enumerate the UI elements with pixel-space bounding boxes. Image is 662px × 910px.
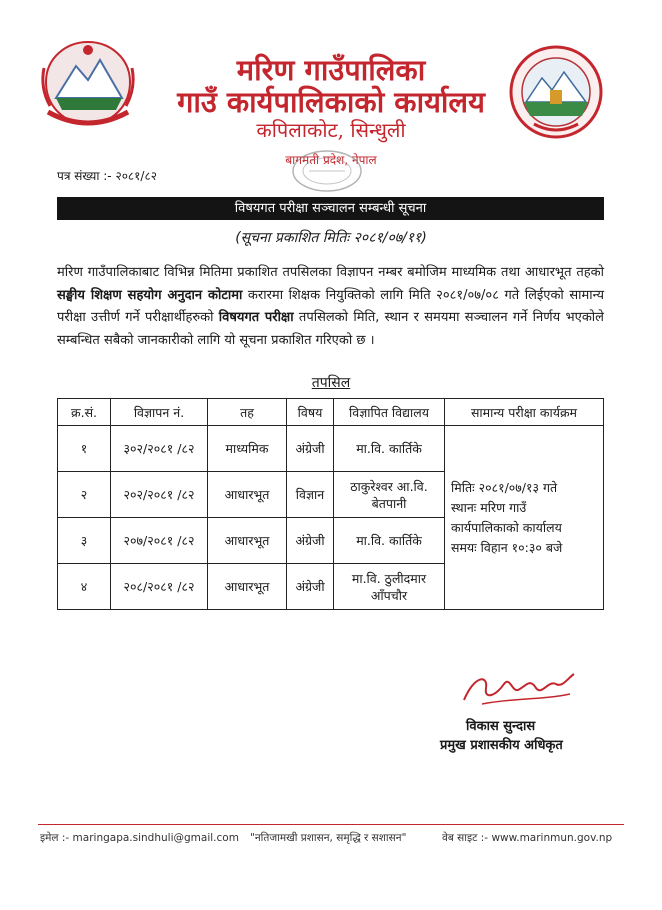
col-sn: क्र.सं. xyxy=(58,399,111,426)
cell-adv-no: २०७/२०८१ /८२ xyxy=(111,518,208,564)
notice-title-banner: विषयगत परीक्षा सञ्चालन सम्बन्धी सूचना xyxy=(57,197,604,220)
cell-sn: २ xyxy=(58,472,111,518)
notice-body-text-1: मरिण गाउँपालिकाबाट विभिन्न मितिमा प्रकाशित तपसिलका विज्ञापन नम्बर बमोजिम माध्यमिक तथा आधारभूत तहको xyxy=(57,265,604,280)
cell-sn: १ xyxy=(58,426,111,472)
footer-divider xyxy=(38,824,624,825)
cell-subject: अंग्रेजी xyxy=(287,518,334,564)
program-place: स्थानः मरिण गाउँ कार्यपालिकाको कार्यालय xyxy=(451,499,562,535)
reference-number: पत्र संख्या :- २०८१/८२ xyxy=(57,169,157,183)
schedule-table xyxy=(57,398,604,610)
program-time: समयः विहान १०:३० बजे xyxy=(451,539,563,555)
published-date: (सूचना प्रकाशित मितिः २०८१/०७/११) xyxy=(235,230,427,246)
cell-subject: अंग्रेजी xyxy=(287,564,334,610)
cell-school: मा.वि. ठुलीदमार आँपचौर xyxy=(334,564,445,610)
footer-website: वेब साइट :- www.marinmun.gov.np xyxy=(442,832,613,844)
footer-motto: "नतिजामखी प्रशासन, समृद्धि र सशासन" xyxy=(250,832,407,844)
cell-adv-no: २०८/२०८१ /८२ xyxy=(111,564,208,610)
cell-level: आधारभूत xyxy=(208,472,287,518)
col-school: विज्ञापित विद्यालय xyxy=(334,399,445,426)
schedule-heading: तपसिल xyxy=(311,375,351,391)
office-name: गाउँ कार्यपालिकाको कार्यालय xyxy=(177,85,485,119)
notice-body xyxy=(57,262,604,352)
col-adv-no: विज्ञापन नं. xyxy=(111,399,208,426)
office-stamp-icon xyxy=(287,148,367,194)
cell-subject: अंग्रेजी xyxy=(287,426,334,472)
cell-school: मा.वि. कार्तिके xyxy=(334,426,445,472)
signatory-title: प्रमुख प्रशासकीय अधिकृत xyxy=(440,738,563,753)
program-date: मितिः २०८१/०७/१३ गते xyxy=(451,479,558,495)
col-level: तह xyxy=(208,399,287,426)
cell-adv-no: २०२/२०८१ /८२ xyxy=(111,472,208,518)
notice-body-text-2: करारमा शिक्षक नियुक्तिको लागि मिति २०८१/०७/०८ गते लिईएको सामान्य परीक्षा उत्तीर्ण गर्ने परीक्षार्थीहरुको xyxy=(57,287,604,325)
col-program: सामान्य परीक्षा कार्यक्रम xyxy=(445,399,604,426)
municipality-name: मरिण गाउँपालिका xyxy=(236,53,426,87)
table-header-row xyxy=(58,399,604,426)
cell-level: आधारभूत xyxy=(208,564,287,610)
cell-school: मा.वि. कार्तिके xyxy=(334,518,445,564)
cell-adv-no: ३०२/२०८१ /८२ xyxy=(111,426,208,472)
notice-body-bold-2: विषयगत परीक्षा xyxy=(218,310,294,325)
province-name: बागमती प्रदेश, नेपाल xyxy=(285,153,377,167)
notice-body-text-3: तपसिलको मिति, स्थान र समयमा सञ्चालन गर्ने निर्णय भएकोले सम्बन्धित सबैको जानकारीको लागि यो सूचना प्रकाशित गरिएको छ । xyxy=(57,310,604,348)
cell-sn: ४ xyxy=(58,564,111,610)
cell-sn: ३ xyxy=(58,518,111,564)
footer-email: इमेल :- maringapa.sindhuli@gmail.com xyxy=(40,832,239,844)
cell-subject: विज्ञान xyxy=(287,472,334,518)
handwritten-signature-icon xyxy=(452,666,582,710)
cell-level: माध्यमिक xyxy=(208,426,287,472)
table-row xyxy=(58,426,604,472)
cell-program xyxy=(445,426,604,610)
office-location: कपिलाकोट, सिन्धुली xyxy=(256,118,406,142)
col-subject: विषय xyxy=(287,399,334,426)
signatory-name: विकास सुन्दास xyxy=(466,719,536,734)
notice-body-bold-1: सङ्घीय शिक्षण सहयोग अनुदान कोटामा xyxy=(57,287,243,303)
cell-school: ठाकुरेश्वर आ.वि. बेतपानी xyxy=(334,472,445,518)
cell-level: आधारभूत xyxy=(208,518,287,564)
